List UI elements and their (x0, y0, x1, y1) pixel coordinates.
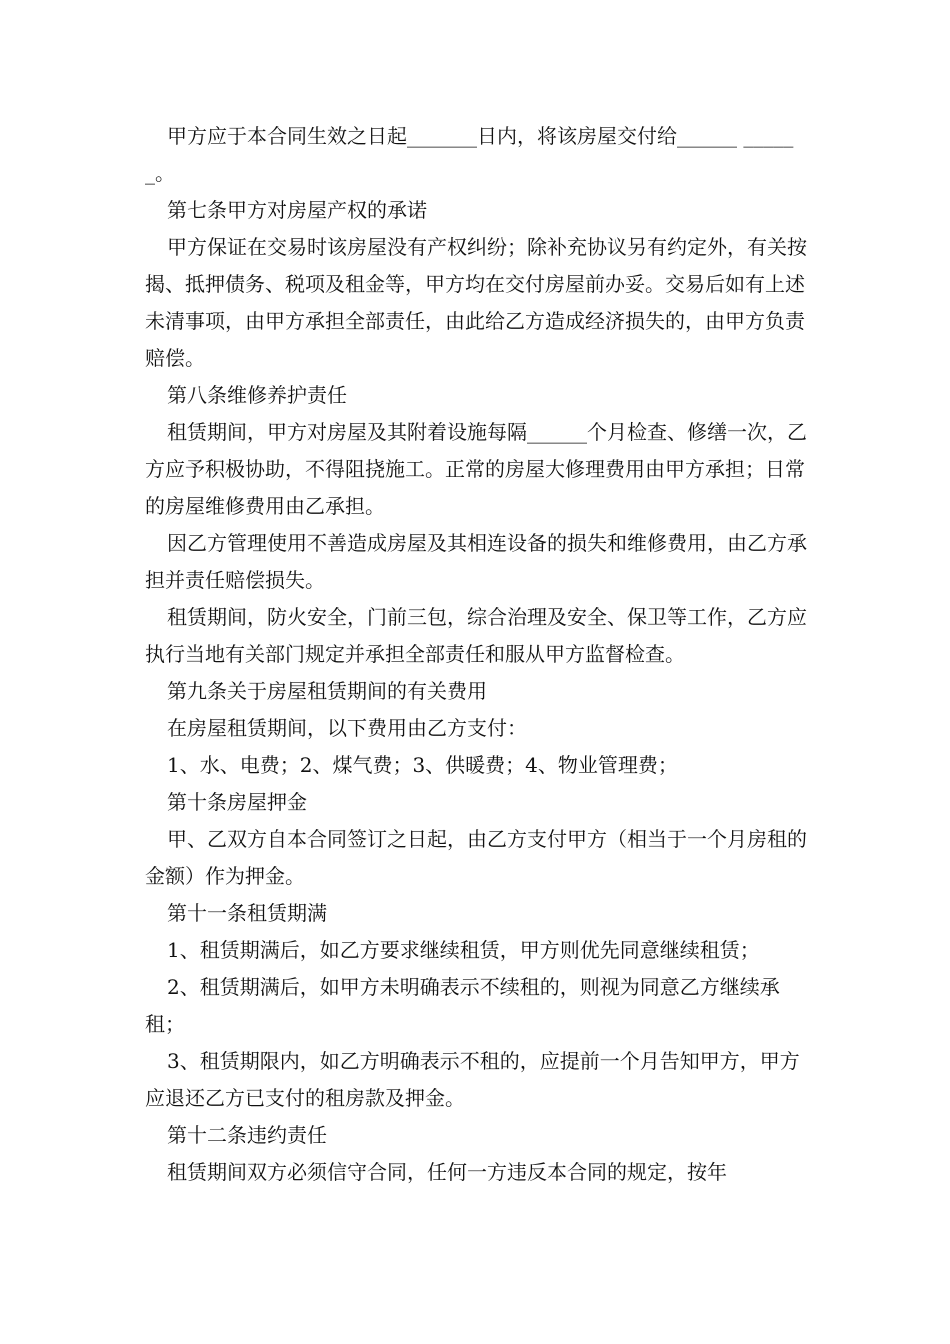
heading-article-7: 第七条甲方对房屋产权的承诺 (167, 198, 427, 222)
document-body (145, 118, 815, 1191)
paragraph-expiry-1: 1、租赁期满后，如乙方要求继续租赁，甲方则优先同意继续租赁； (167, 938, 760, 962)
heading-article-8: 第八条维修养护责任 (167, 383, 347, 407)
heading-article-10: 第十条房屋押金 (167, 790, 307, 814)
paragraph-fees-intro: 在房屋租赁期间，以下费用由乙方支付： (167, 716, 527, 740)
paragraph-expiry-2: 2、租赁期满后，如甲方未明确表示不续租的，则视为同意乙方继续承租； (145, 975, 780, 1036)
heading-article-11: 第十一条租赁期满 (167, 901, 327, 925)
paragraph-deposit: 甲、乙双方自本合同签订之日起，由乙方支付甲方（相当于一个月房租的金额）作为押金。 (145, 827, 807, 888)
paragraph-expiry-3: 3、租赁期限内，如乙方明确表示不租的，应提前一个月告知甲方，甲方应退还乙方已支付的租房款及押金。 (145, 1049, 800, 1110)
heading-article-9: 第九条关于房屋租赁期间的有关费用 (167, 679, 487, 703)
paragraph-safety: 租赁期间，防火安全，门前三包，综合治理及安全、保卫等工作，乙方应执行当地有关部门规定并承担全部责任和服从甲方监督检查。 (145, 605, 807, 666)
paragraph-maintenance: 租赁期间，甲方对房屋及其附着设施每隔______个月检查、修缮一次，乙方应予积极协助，不得阻挠施工。正常的房屋大修理费用由甲方承担；日常的房屋维修费用由乙承担。 (145, 420, 807, 518)
paragraph-fees-list: 1、水、电费；2、煤气费；3、供暖费；4、物业管理费； (167, 753, 678, 777)
paragraph-delivery: 甲方应于本合同生效之日起_______日内，将该房屋交付给______ ______。 (145, 124, 794, 185)
paragraph-damage-liability: 因乙方管理使用不善造成房屋及其相连设备的损失和维修费用，由乙方承担并责任赔偿损失。 (145, 531, 807, 592)
heading-article-12: 第十二条违约责任 (167, 1123, 327, 1147)
paragraph-breach: 租赁期间双方必须信守合同，任何一方违反本合同的规定，按年 (167, 1160, 727, 1184)
paragraph-property-guarantee: 甲方保证在交易时该房屋没有产权纠纷；除补充协议另有约定外，有关按揭、抵押债务、税项及租金等，甲方均在交付房屋前办妥。交易后如有上述未清事项，由甲方承担全部责任，由此给乙方造成经济损失的，由甲方负责赔偿。 (145, 235, 807, 370)
